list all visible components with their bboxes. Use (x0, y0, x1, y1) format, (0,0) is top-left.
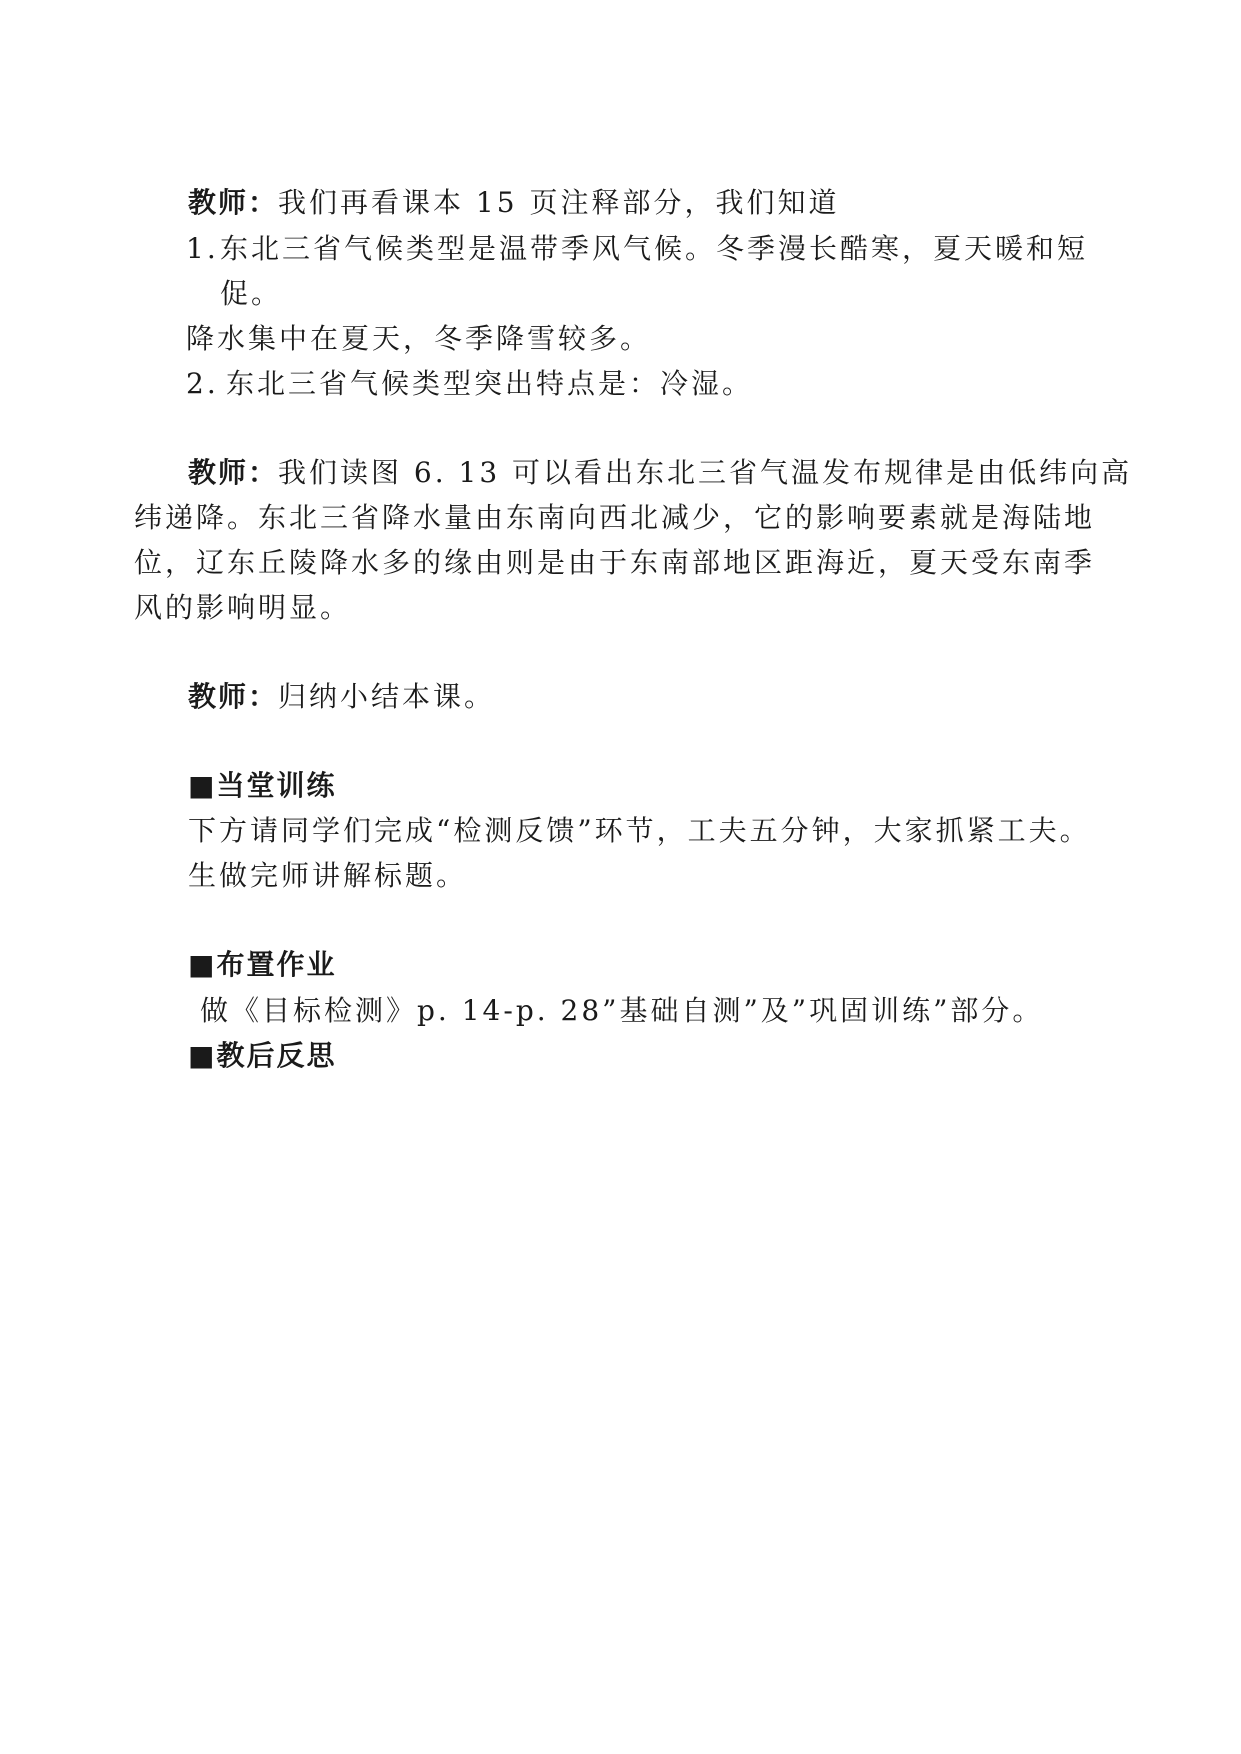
paragraph-2-line-2 (134, 498, 1095, 538)
paragraph-text: 做《目标检测》p. 14-p. 28”基础自测”及”巩固训练”部分。 (200, 994, 1044, 1027)
teacher-paragraph-3 (188, 677, 495, 717)
paragraph-text: 归纳小结本课。 (278, 680, 496, 713)
paragraph-text: 降水集中在夏天，冬季降雪较多。 (186, 322, 652, 355)
list-item-1-text (220, 229, 1088, 269)
paragraph-text: 生做完师讲解标题。 (188, 859, 468, 892)
rain-line (186, 319, 651, 359)
section-heading-training: ■当堂训练 (188, 769, 337, 802)
list-item-text: 促。 (220, 277, 283, 310)
paragraph-text: 位，辽东丘陵降水多的缘由则是由于东南部地区距海近，夏天受东南季 (134, 546, 1096, 579)
speaker-label: 教师： (188, 186, 279, 219)
list-item-2-text (226, 364, 753, 404)
section-heading-homework: ■布置作业 (188, 948, 337, 981)
paragraph-text: 风的影响明显。 (134, 591, 352, 624)
list-number: 2. (186, 367, 219, 400)
list-item-1 (186, 229, 219, 269)
teacher-paragraph-1 (188, 183, 839, 223)
speaker-label: 教师： (188, 680, 279, 713)
list-item-1-continuation (220, 274, 282, 314)
teacher-paragraph-2 (188, 453, 1132, 493)
paragraph-text: 我们再看课本 15 页注释部分，我们知道 (278, 186, 840, 219)
paragraph-text: 下方请同学们完成“检测反馈”环节，工夫五分钟，大家抓紧工夫。 (188, 814, 1091, 847)
list-item-text: 东北三省气候类型是温带季风气候。冬季漫长酷寒，夏天暖和短 (220, 232, 1089, 265)
paragraph-text: 纬递降。东北三省降水量由东南向西北减少，它的影响要素就是海陆地 (134, 501, 1096, 534)
list-item-2 (186, 364, 219, 404)
homework-line-1 (200, 991, 1043, 1031)
paragraph-text: 我们读图 6. 13 可以看出东北三省气温发布规律是由低纬向高 (278, 456, 1133, 489)
paragraph-2-line-3 (134, 543, 1095, 583)
speaker-label: 教师： (188, 456, 279, 489)
training-line-1 (188, 811, 1091, 851)
training-line-2 (188, 856, 467, 896)
section-heading-reflection: ■教后反思 (188, 1039, 337, 1072)
list-item-text: 东北三省气候类型突出特点是：冷湿。 (226, 367, 754, 400)
paragraph-2-line-4 (134, 588, 351, 628)
list-number: 1. (186, 232, 219, 265)
